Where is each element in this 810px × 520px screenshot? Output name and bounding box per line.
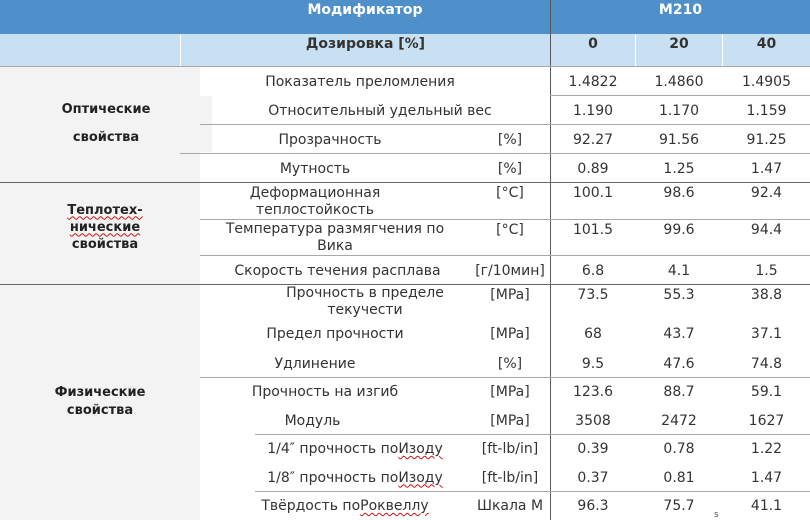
row-value: 47.6 xyxy=(663,356,695,372)
row-unit: [%] xyxy=(497,160,523,177)
row-label: Предел прочности xyxy=(266,326,404,342)
dosage-40: 40 xyxy=(723,34,810,54)
row-value: 3508 xyxy=(575,412,611,429)
row-value: 37.1 xyxy=(750,326,783,342)
row-value: 1.159 xyxy=(746,102,787,119)
row-value: 0.89 xyxy=(577,160,609,177)
row-value: 41.1 xyxy=(750,498,783,514)
row-value: 0.78 xyxy=(663,441,695,457)
row-label: Прочность на изгиб xyxy=(251,384,399,400)
row-label: Показатель преломления xyxy=(265,73,455,90)
row-value: 88.7 xyxy=(663,384,695,400)
row-unit: Шкала М xyxy=(476,498,544,514)
row-unit xyxy=(470,96,550,125)
row-label: Модуль xyxy=(284,412,341,429)
row-value: 91.56 xyxy=(658,131,700,148)
row-label: 1/8″ прочность по Изоду xyxy=(267,469,443,486)
row-value: 101.5 xyxy=(572,222,614,238)
row-label: Скорость течения расплава xyxy=(234,262,441,279)
row-value: 43.7 xyxy=(663,326,695,342)
row-unit: [ft-lb/in] xyxy=(481,441,539,457)
row-value: 91.25 xyxy=(746,131,787,148)
group-thermal-line3: свойства xyxy=(71,236,139,252)
row-value: 1.4822 xyxy=(568,73,618,90)
row-value: 73.5 xyxy=(577,287,609,303)
row-unit: [ft-lb/in] xyxy=(481,469,539,486)
group-thermal-line1: Теплотех- xyxy=(67,202,143,218)
dosage-0: 0 xyxy=(551,34,635,54)
group-optical: Оптические свойства xyxy=(0,96,212,152)
row-value: 1.22 xyxy=(750,441,783,457)
row-value: 1.25 xyxy=(663,160,695,177)
row-value: 0.39 xyxy=(577,441,609,457)
row-label: Температура размягчения по Вика xyxy=(225,221,445,254)
row-value: 123.6 xyxy=(572,384,614,400)
row-value: 96.3 xyxy=(577,498,609,514)
row-label: Мутность xyxy=(279,160,351,177)
row-unit: [MPa] xyxy=(490,287,530,303)
header-modifier-cell xyxy=(0,0,550,34)
row-value: 100.1 xyxy=(572,185,614,201)
row-unit: [%] xyxy=(497,356,523,372)
row-value: 9.5 xyxy=(581,356,605,372)
row-value: 1.4860 xyxy=(654,73,704,90)
row-value: 98.6 xyxy=(663,185,695,201)
row-label: 1/4″ прочность по Изоду xyxy=(267,441,443,457)
dosage-label: Дозировка [%] xyxy=(181,34,550,54)
row-unit: [°C] xyxy=(496,222,524,238)
header-modifier-band xyxy=(551,20,810,34)
row-value: 92.27 xyxy=(572,131,614,148)
row-unit: [MPa] xyxy=(490,412,530,429)
row-value: 1.47 xyxy=(750,160,783,177)
row-value: 68 xyxy=(584,326,602,342)
row-value: 74.8 xyxy=(750,356,783,372)
footnote-mark: s xyxy=(714,510,719,520)
row-value: 38.8 xyxy=(750,287,783,303)
row-value: 4.1 xyxy=(667,262,691,279)
dosage-20: 20 xyxy=(636,34,722,54)
row-value: 6.8 xyxy=(581,262,605,279)
row-value: 1.47 xyxy=(750,469,783,486)
row-value: 1.190 xyxy=(572,102,614,119)
row-value: 92.4 xyxy=(750,185,783,201)
row-value: 1627 xyxy=(748,412,785,429)
row-label: Относительный удельный вес xyxy=(268,102,492,119)
row-label: Прочность в пределе текучести xyxy=(286,284,444,318)
group-thermal xyxy=(40,200,170,254)
row-unit: [%] xyxy=(497,131,523,148)
row-unit: [г/10мин] xyxy=(475,262,545,279)
row-value: 55.3 xyxy=(663,287,695,303)
row-value: 1.4905 xyxy=(742,73,791,90)
row-unit: [MPa] xyxy=(490,384,530,400)
row-label: Удлинение xyxy=(274,356,356,372)
row-value: 94.4 xyxy=(750,222,783,238)
row-value: 0.81 xyxy=(663,469,695,486)
row-unit: [MPa] xyxy=(490,326,530,342)
row-value: 75.7 xyxy=(663,498,695,514)
row-value: 1.5 xyxy=(755,262,778,279)
group-physical: Физические свойства xyxy=(40,382,160,422)
row-value: 1.170 xyxy=(658,102,700,119)
row-value: 59.1 xyxy=(750,384,783,400)
row-label: Твёрдость по Роквеллу xyxy=(261,498,429,514)
row-value: 99.6 xyxy=(663,222,695,238)
row-label: Деформационная теплостойкость xyxy=(249,184,381,218)
row-label: Прозрачность xyxy=(278,131,382,148)
modifier-label: Модификатор xyxy=(307,2,423,18)
row-value: 2472 xyxy=(661,412,697,429)
group-thermal-line2: нические xyxy=(69,219,141,235)
modifier-value: M210 xyxy=(551,0,810,20)
row-value: 0.37 xyxy=(577,469,609,486)
row-unit: [°C] xyxy=(496,185,524,201)
row-unit xyxy=(470,67,550,96)
